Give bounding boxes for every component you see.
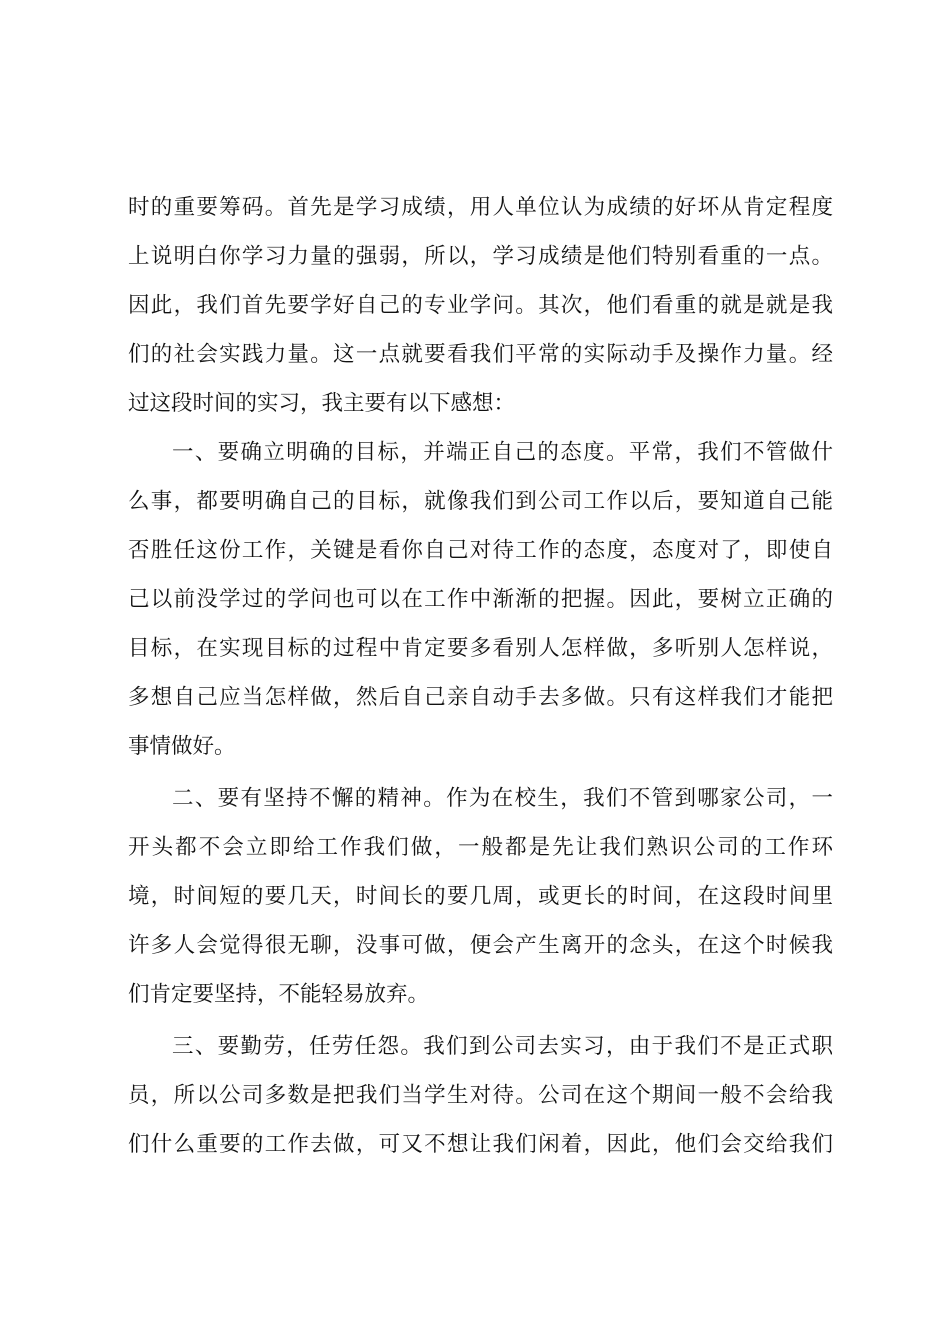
paragraph-line: 三、要勤劳，任劳任怨。我们到公司去实习，由于我们不是正式职 [172,1034,833,1059]
paragraph-line: 么事，都要明确自己的目标，就像我们到公司工作以后，要知道自己能 [128,489,833,514]
paragraph-line: 否胜任这份工作，关键是看你自己对待工作的态度，态度对了，即使自 [128,538,833,563]
paragraph-line: 上说明白你学习力量的强弱，所以，学习成绩是他们特别看重的一点。 [128,244,833,269]
paragraph-line: 们肯定要坚持，不能轻易放弃。 [128,982,430,1007]
paragraph-line: 二、要有坚持不懈的精神。作为在校生，我们不管到哪家公司，一 [172,786,833,811]
paragraph-line: 己以前没学过的学问也可以在工作中渐渐的把握。因此，要树立正确的 [128,587,833,612]
paragraph-line: 员，所以公司多数是把我们当学生对待。公司在这个期间一般不会给我 [128,1083,833,1108]
paragraph-line: 们的社会实践力量。这一点就要看我们平常的实际动手及操作力量。经 [128,342,833,367]
paragraph-line: 许多人会觉得很无聊，没事可做，便会产生离开的念头，在这个时候我 [128,933,833,958]
paragraph-line: 过这段时间的实习，我主要有以下感想： [128,391,516,416]
paragraph-line: 一、要确立明确的目标，并端正自己的态度。平常，我们不管做什 [172,440,833,465]
paragraph-line: 境，时间短的要几天，时间长的要几周，或更长的时间，在这段时间里 [128,884,833,909]
paragraph-line: 多想自己应当怎样做，然后自己亲自动手去多做。只有这样我们才能把 [128,685,833,710]
paragraph-line: 目标，在实现目标的过程中肯定要多看别人怎样做，多听别人怎样说， [128,636,833,661]
paragraph-line: 因此，我们首先要学好自己的专业学问。其次，他们看重的就是就是我 [128,293,833,318]
paragraph-line: 时的重要筹码。首先是学习成绩，用人单位认为成绩的好坏从肯定程度 [128,195,833,220]
paragraph-line: 事情做好。 [128,734,236,759]
paragraph-line: 开头都不会立即给工作我们做，一般都是先让我们熟识公司的工作环 [128,835,833,860]
paragraph-line: 们什么重要的工作去做，可又不想让我们闲着，因此，他们会交给我们 [128,1132,833,1157]
